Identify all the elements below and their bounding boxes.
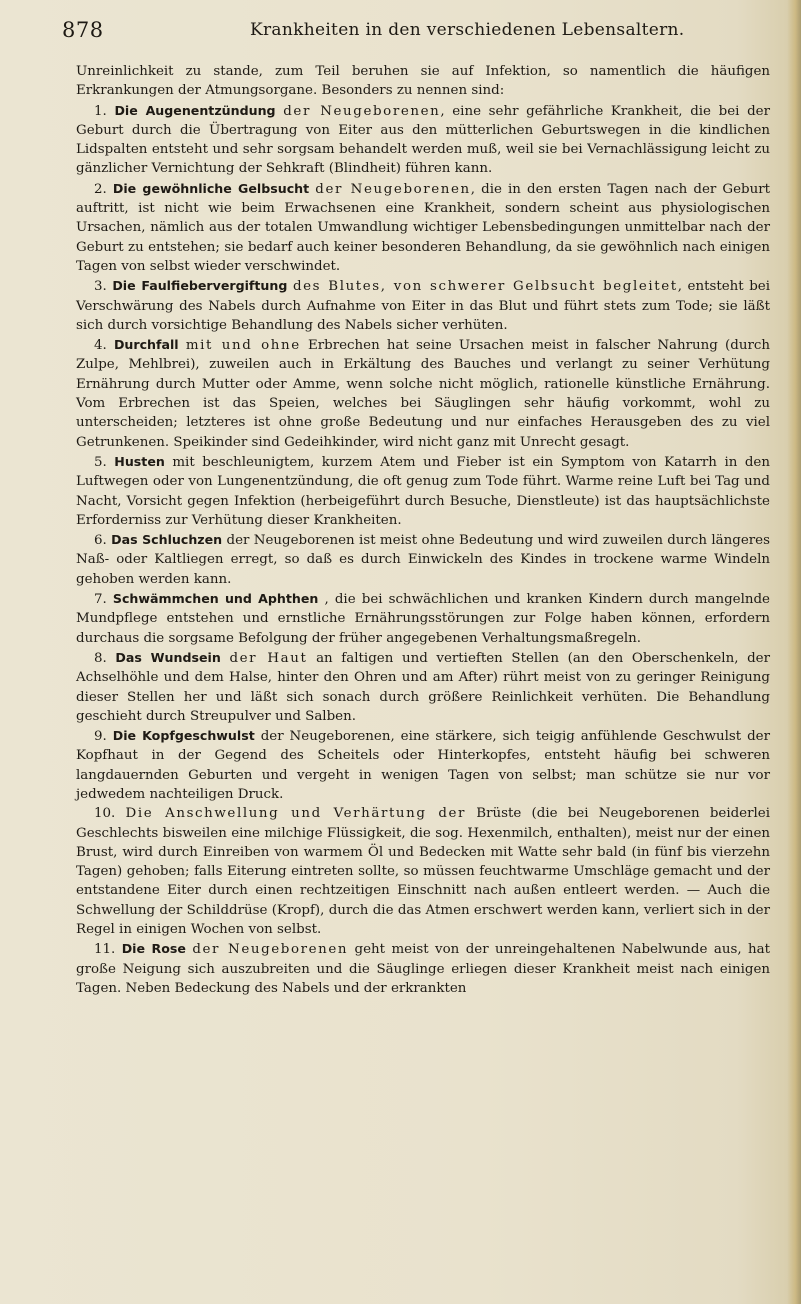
item-text: mit beschleunigtem, kurzem Atem und Fieber ist ein Symptom von Katarrh in den Luftwegen oder von Lungenentzündung, die oft genug zum Tode führt. Warme reine Luft bei Tag und Nacht, Vorsicht gegen Infektion (herbeigeführt durch Besuche, Dienstleute) ist das hauptsächlichste Erforderniss zur Verhütung dieser Krankheiten. (76, 454, 770, 528)
page-number: 878 (62, 18, 104, 42)
item-keyword: Die Kopfgeschwulst (112, 728, 255, 744)
list-item (76, 726, 770, 804)
item-number: 9. (94, 729, 113, 745)
item-text: , eine sehr gefährliche Krankheit, die bei der Geburt durch die Übertragung von Eiter aus den mütterlichen Geburtswegen in die kindlichen Lidspalten entsteht und sehr sorgsam behandelt werden muß, weil sie bei Vernachlässigung leicht zu gänzlicher Vernichtung der Sehkraft (Blindheit) führen kann. (76, 103, 770, 177)
item-number: 5. (94, 454, 115, 470)
item-number: 7. (94, 592, 113, 608)
item-text: an faltigen und vertieften Stellen (an den Oberschenkeln, der Achselhöhle und dem Halse, hinter den Ohren und am After) rührt meist von zu geringer Reinigung dieser Stellen her und läßt sich sonach durch größere Reinlichkeit verhüten. Die Behandlung geschieht durch Streupulver und Salben. (76, 650, 770, 724)
item-number: 11. (94, 942, 122, 958)
list-item (76, 530, 770, 589)
item-text: geht meist von der unreingehaltenen Nabelwunde aus, hat große Neigung sich auszubreiten und die Säuglinge erliegen dieser Krankheit meist nach einigen Tagen. Neben Bedeckung des Nabels und der erkrankten (76, 942, 770, 996)
item-keyword: Durchfall (113, 337, 179, 353)
item-spaced-phrase: Die Anschwellung und Verhärtung der (125, 806, 467, 822)
page-edge-shadow (787, 0, 801, 1304)
item-number: 6. (94, 533, 112, 549)
item-keyword: Die Faulfiebervergiftung (112, 278, 288, 294)
list-item (76, 648, 770, 726)
item-text: Brüste (die bei Neugeborenen beiderlei Geschlechts bisweilen eine milchige Flüssigkeit, die sog. Hexenmilch, enthalten), meist nur der einen Brust, wird durch Einreiben von warmem Öl und Bedecken mit Watte sehr bald (in fünf bis vierzehn Tagen) gehoben; falls Eiterung eintreten sollte, so müssen feuchtwarme Umschläge gemacht und der entstandene Eiter durch einen rechtzeitigen Einschnitt nach außen entleert werden. — Auch die Schwellung der Schilddrüse (Kropf), durch die das Atmen erschwert werden kann, verliert sich in der Regel in einigen Wochen von selbst. (76, 806, 770, 938)
item-number: 1. (94, 103, 115, 119)
item-text: Erbrechen hat seine Ursachen meist in falscher Nahrung (durch Zulpe, Mehlbrei), zuweilen auch in Erkältung des Bauches und verlangt zu seiner Verhütung Ernährung durch Mutter oder Amme, wenn solche nicht möglich, rationelle künstliche Ernährung. Vom Erbrechen ist das Speien, welches bei Säuglingen sehr häufig vorkommt, wohl zu unterscheiden; letzteres ist ohne große Bedeutung und nur einfaches Herausgeben des zu viel Getrunkenen. Speikinder sind Gedeihkinder, wird nicht ganz mit Unrecht gesagt. (76, 338, 770, 450)
item-text: der Neugeborenen ist meist ohne Bedeutung und wird zuweilen durch längeres Naß- oder Kaltliegen erregt, so daß es durch Einwickeln des Kindes in trockene warme Windeln gehoben werden kann. (76, 533, 770, 587)
item-spaced-phrase: der Haut (229, 650, 308, 666)
item-number: 4. (94, 338, 114, 354)
item-text: der Neugeborenen, eine stärkere, sich teigig anfühlende Geschwulst der Kopfhaut in der Gegend des Scheitels oder Hinterkopfes, entsteht häufig bei schweren langdauernden Geburten und vergeht in wenigen Tagen von selbst; man schütze sie nur vor jedwedem nachteiligen Druck. (76, 729, 770, 802)
page-header (62, 18, 762, 52)
item-keyword: Die Augenentzündung (114, 102, 276, 118)
list-item (76, 335, 770, 452)
numbered-list (76, 101, 770, 999)
item-text: , entsteht bei Verschwärung des Nabels durch Aufnahme von Eiter in das Blut und führt stets zum Tode; sie läßt sich durch vorsichtige Behandlung des Nabels sicher verhüten. (76, 279, 770, 333)
item-number: 10. (94, 806, 126, 822)
list-item (76, 101, 770, 179)
intro-paragraph: Unreinlichkeit zu stande, zum Teil beruhen sie auf Infektion, so namentlich die häufigen Erkrankungen der Atmungsorgane. Besonders zu nennen sind: (76, 64, 770, 99)
item-spaced-phrase: mit und ohne (185, 338, 301, 354)
item-keyword: Schwämmchen und Aphthen (112, 591, 319, 607)
item-spaced-phrase: des Blutes, von schwerer Gelbsucht begleitet (292, 279, 678, 295)
page-body (76, 62, 770, 998)
item-spaced-phrase: der Neugeborenen (315, 181, 471, 197)
item-keyword: Das Wundsein (115, 649, 221, 665)
item-number: 8. (94, 650, 116, 666)
item-number: 2. (94, 181, 113, 197)
list-item (76, 589, 770, 648)
list-item (76, 452, 770, 530)
running-head: Krankheiten in den verschiedenen Lebensaltern. (250, 20, 685, 40)
list-item (76, 276, 770, 335)
item-keyword: Die Rose (121, 941, 186, 957)
item-number: 3. (94, 279, 113, 295)
list-item (76, 179, 770, 276)
list-item (76, 939, 770, 998)
item-spaced-phrase: der Neugeborenen (283, 103, 441, 119)
item-keyword: Husten (114, 453, 165, 469)
list-item (76, 804, 770, 939)
item-text: , die in den ersten Tagen nach der Geburt auftritt, ist nicht wie beim Erwachsenen eine Krankheit, sondern scheint aus physiologischen Ursachen, nämlich aus der totalen Umwandlung wichtiger Lebensbedingungen unmittelbar nach der Geburt zu entstehen; sie bedarf auch keiner besonderen Behandlung, da sie gewöhnlich nach einigen Tagen von selbst wieder verschwindet. (76, 181, 770, 274)
item-keyword: Das Schluchzen (111, 532, 223, 548)
item-keyword: Die gewöhnliche Gelbsucht (112, 180, 310, 196)
item-text: , die bei schwächlichen und kranken Kindern durch mangelnde Mundpflege entstehen und ernstliche Ernährungsstörungen zur Folge haben können, erfordern durchaus die sorgsame Befolgung der früher angegebenen Verhaltungsmaßregeln. (76, 592, 770, 646)
item-spaced-phrase: der Neugeborenen (192, 942, 349, 958)
